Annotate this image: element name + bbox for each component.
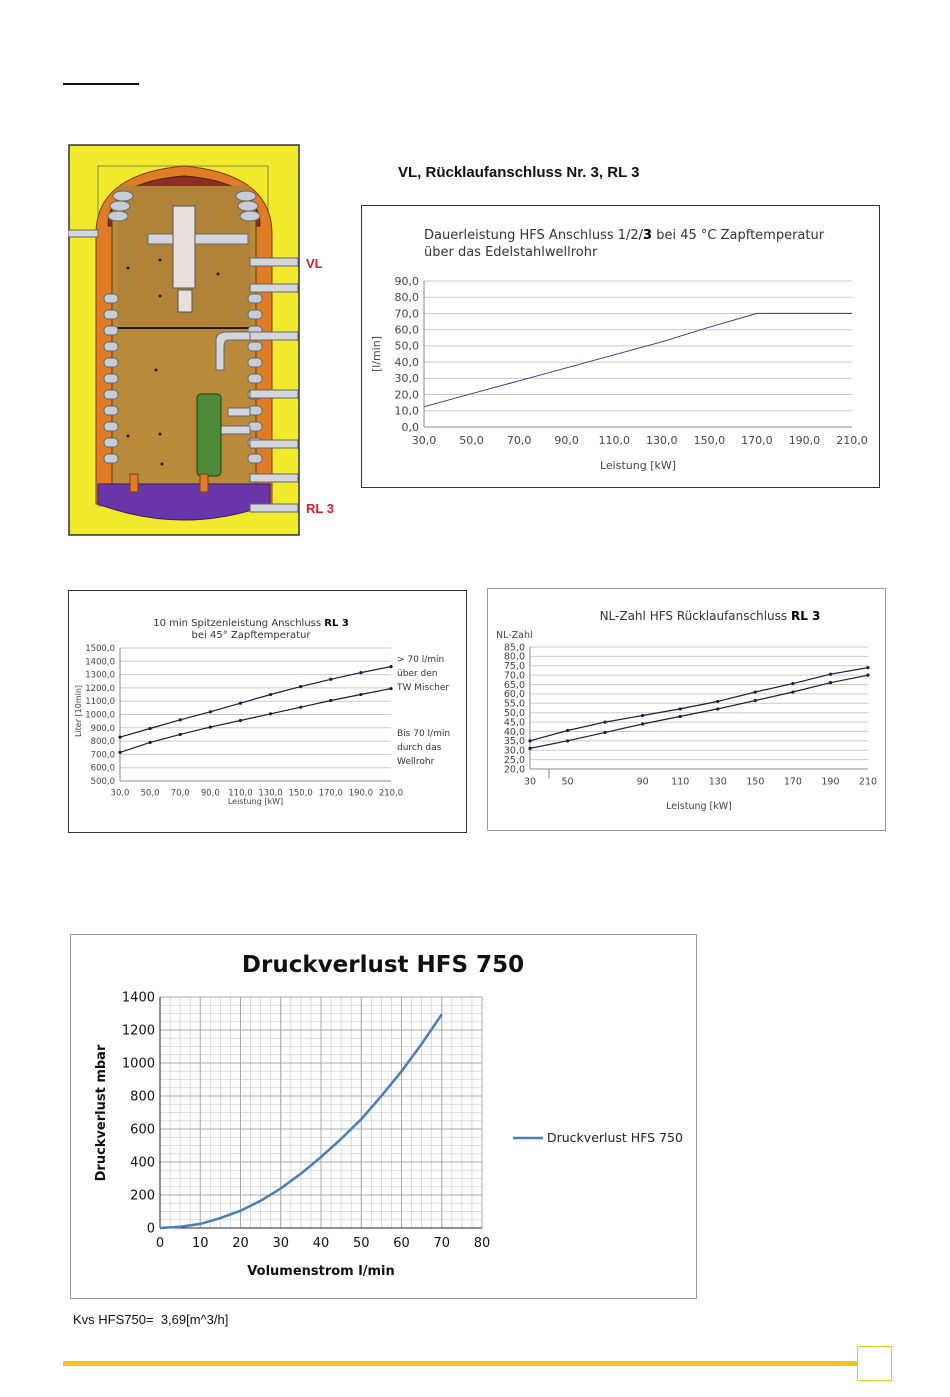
- y-tick-label: 20,0: [503, 764, 525, 776]
- y-tick-label: 70,0: [394, 307, 419, 321]
- x-tick-label: 90,0: [554, 434, 579, 447]
- y-tick-label: 1400,0: [85, 657, 115, 668]
- x-tick-label: 130,0: [258, 788, 283, 799]
- chart-dauerleistung-frame: [361, 205, 880, 488]
- data-point: [359, 693, 362, 696]
- y-tick-label: 600: [130, 1122, 155, 1138]
- x-axis-label: Leistung [kW]: [227, 797, 284, 806]
- y-tick-label: 30,0: [394, 372, 419, 386]
- x-axis-label: Leistung [kW]: [666, 801, 732, 812]
- heat-exchanger: [197, 394, 221, 476]
- y-tick-label: 1200: [121, 1023, 155, 1039]
- x-tick-label: 210: [858, 776, 878, 788]
- data-point: [299, 685, 302, 688]
- data-point: [566, 739, 569, 742]
- series-line-1: [530, 668, 868, 741]
- immersion-tube: [173, 206, 195, 288]
- chart-title: Druckverlust HFS 750: [241, 952, 525, 978]
- chart-spitzenleistung: [69, 591, 466, 832]
- annotation-line: Wellrohr: [397, 757, 435, 767]
- y-tick-label: 25,0: [503, 754, 525, 766]
- y-tick-label: 30,0: [503, 745, 525, 757]
- x-tick-label: 210,0: [378, 788, 404, 799]
- y-axis-label: Liter [10min]: [74, 684, 83, 738]
- y-tick-label: 65,0: [503, 679, 525, 691]
- y-tick-label: 600,0: [90, 763, 115, 774]
- tank-heading: VL, Rücklaufanschluss Nr. 3, RL 3: [398, 164, 640, 181]
- title-part: NL-Zahl HFS Rücklaufanschluss: [599, 609, 791, 623]
- series-line-2: [120, 689, 391, 753]
- y-tick-label: 35,0: [503, 736, 525, 748]
- y-tick-label: 1500,0: [85, 643, 115, 654]
- data-point: [179, 718, 182, 721]
- x-tick-label: 90,0: [200, 788, 220, 799]
- y-tick-label: 75,0: [503, 661, 525, 673]
- kvs-label: Kvs HFS750=: [73, 1312, 154, 1327]
- y-tick-label: 800,0: [90, 737, 115, 748]
- x-tick-label: 190,0: [348, 788, 374, 799]
- y-tick-label: 80,0: [503, 651, 525, 663]
- x-tick-label: 210,0: [836, 434, 868, 447]
- x-tick-label: 70,0: [170, 788, 190, 799]
- y-tick-label: 1000: [121, 1056, 155, 1072]
- label-rl3: RL 3: [306, 501, 334, 516]
- data-point: [866, 666, 869, 669]
- x-tick-label: 50: [561, 776, 574, 788]
- data-point: [866, 674, 869, 677]
- data-point: [299, 706, 302, 709]
- x-tick-label: 190: [821, 776, 840, 788]
- x-tick-label: 50,0: [459, 434, 484, 447]
- x-tick-label: 110,0: [228, 788, 253, 799]
- data-point: [528, 747, 531, 750]
- title-part: 10 min Spitzenleistung Anschluss: [153, 618, 325, 629]
- legend-label: Druckverlust HFS 750: [547, 1130, 683, 1145]
- label-vl: VL: [306, 256, 323, 271]
- x-tick-label: 110: [671, 776, 690, 788]
- y-tick-label: 70,0: [503, 670, 525, 682]
- annotation-line: durch das: [397, 743, 442, 753]
- y-tick-label: 80,0: [394, 291, 419, 305]
- x-tick-label: 90: [636, 776, 649, 788]
- header-rule: [63, 83, 139, 85]
- data-point: [754, 690, 757, 693]
- y-tick-label: 45,0: [503, 717, 525, 729]
- chart-druckverlust: [71, 935, 696, 1298]
- annotation-line: TW Mischer: [397, 683, 450, 693]
- data-point: [604, 720, 607, 723]
- y-tick-label: 40,0: [503, 726, 525, 738]
- data-point: [641, 714, 644, 717]
- data-point: [528, 739, 531, 742]
- x-tick-label: 30,0: [110, 788, 130, 799]
- x-tick-label: 70: [433, 1236, 451, 1251]
- title-part: bei 45 °C Zapftemperatur: [652, 228, 825, 243]
- data-point: [149, 727, 152, 730]
- x-tick-label: 110,0: [598, 434, 630, 447]
- data-point: [269, 693, 272, 696]
- y-tick-label: 500,0: [90, 776, 115, 787]
- x-tick-label: 0: [155, 1236, 165, 1251]
- data-point: [209, 726, 212, 729]
- x-tick-label: 150: [746, 776, 765, 788]
- y-tick-label: 85,0: [503, 642, 525, 654]
- x-tick-label: 30: [523, 776, 537, 788]
- title-bold-part: RL 3: [790, 609, 821, 623]
- x-tick-label: 130: [708, 776, 727, 788]
- data-point: [679, 715, 682, 718]
- immersion-holder: [178, 290, 192, 312]
- page-number-box: [857, 1346, 892, 1381]
- data-point: [118, 751, 121, 754]
- y-axis-label: [l/min]: [370, 335, 383, 373]
- data-point: [239, 702, 242, 705]
- kvs-value: 3,69[m^3/h]: [160, 1312, 229, 1327]
- data-point: [754, 699, 757, 702]
- data-point: [716, 707, 719, 710]
- y-tick-label: 200: [130, 1188, 155, 1204]
- data-point: [149, 741, 152, 744]
- data-point: [566, 729, 569, 732]
- y-tick-label: 700,0: [90, 750, 115, 761]
- x-tick-label: 50,0: [140, 788, 160, 799]
- kvs-note: [73, 1312, 228, 1327]
- y-tick-label: 1200,0: [85, 683, 115, 694]
- chart-dauerleistung: [362, 206, 879, 487]
- y-tick-label: 10,0: [394, 404, 419, 418]
- x-tick-label: 60: [393, 1236, 410, 1251]
- title-bold-part: 3: [643, 228, 653, 243]
- x-tick-label: 20: [232, 1236, 249, 1251]
- x-tick-label: 130,0: [646, 434, 678, 447]
- annotation-line: > 70 l/min: [397, 655, 445, 665]
- data-point: [679, 707, 682, 710]
- x-tick-label: 190,0: [788, 434, 821, 447]
- chart-title: [424, 228, 825, 243]
- y-tick-label: 60,0: [394, 323, 419, 337]
- footer-bar: [63, 1361, 858, 1366]
- x-tick-label: 30,0: [411, 434, 437, 447]
- y-tick-label: 1400: [121, 990, 155, 1006]
- data-point: [829, 673, 832, 676]
- y-tick-label: 50,0: [394, 339, 419, 353]
- chart-nlzahl: [488, 589, 885, 830]
- x-tick-label: 80: [473, 1236, 491, 1251]
- data-point: [716, 700, 719, 703]
- data-point: [329, 699, 332, 702]
- data-point: [269, 712, 272, 715]
- data-point: [239, 719, 242, 722]
- data-point: [179, 733, 182, 736]
- y-axis-label: Druckverlust mbar: [94, 1044, 109, 1182]
- chart-title: [600, 609, 821, 623]
- y-tick-label: 1300,0: [85, 670, 115, 681]
- x-tick-label: 170,0: [318, 788, 343, 799]
- data-point: [604, 731, 607, 734]
- data-point: [118, 736, 121, 739]
- y-tick-label: 40,0: [394, 355, 419, 369]
- chart-title: [153, 618, 349, 629]
- x-tick-label: 70,0: [506, 434, 532, 447]
- y-tick-label: 1100,0: [85, 697, 115, 708]
- data-point: [389, 687, 392, 690]
- data-point: [389, 665, 392, 668]
- series-line-2: [530, 675, 868, 748]
- chart-spitzenleistung-frame: [68, 590, 467, 833]
- annotation-line: über den: [397, 669, 438, 679]
- chart-nlzahl-frame: [487, 588, 886, 831]
- chart-druckverlust-frame: [70, 934, 697, 1299]
- x-tick-label: 150,0: [288, 788, 313, 799]
- x-tick-label: 170: [783, 776, 802, 788]
- y-tick-label: 0,0: [401, 420, 419, 434]
- y-tick-label: 900,0: [90, 723, 115, 734]
- title-bold-part: RL 3: [324, 618, 349, 629]
- y-tick-label: 1000,0: [85, 710, 115, 721]
- title-part: Dauerleistung HFS Anschluss 1/2/: [424, 228, 644, 243]
- x-axis-label: Volumenstrom l/min: [247, 1264, 395, 1279]
- series-line-1: [120, 667, 391, 738]
- x-tick-label: 50: [352, 1236, 370, 1251]
- y-axis-label: NL-Zahl: [496, 630, 533, 641]
- y-tick-label: 400: [130, 1155, 155, 1171]
- y-tick-label: 800: [130, 1089, 155, 1105]
- data-point: [329, 678, 332, 681]
- x-tick-label: 30: [272, 1236, 290, 1251]
- x-tick-label: 10: [191, 1236, 209, 1251]
- x-axis-label: Leistung [kW]: [599, 459, 677, 472]
- chart-subtitle: über das Edelstahlwellrohr: [424, 245, 598, 260]
- y-tick-label: 20,0: [394, 388, 419, 402]
- y-tick-label: 60,0: [503, 689, 525, 701]
- data-point: [641, 722, 644, 725]
- y-tick-label: 55,0: [503, 698, 525, 710]
- x-tick-label: 150,0: [693, 434, 726, 447]
- data-point: [829, 681, 832, 684]
- y-tick-label: 50,0: [503, 708, 525, 720]
- data-point: [209, 710, 212, 713]
- y-tick-label: 90,0: [394, 274, 419, 288]
- x-tick-label: 40: [312, 1236, 330, 1251]
- y-tick-label: 0: [146, 1221, 155, 1237]
- data-point: [791, 682, 794, 685]
- annotation-line: Bis 70 l/min: [397, 729, 451, 739]
- tank-illustration: [68, 144, 300, 536]
- series-line-1: [424, 313, 852, 406]
- chart-subtitle: bei 45° Zapftemperatur: [191, 630, 311, 641]
- data-point: [359, 671, 362, 674]
- x-tick-label: 170,0: [741, 434, 773, 447]
- data-point: [791, 690, 794, 693]
